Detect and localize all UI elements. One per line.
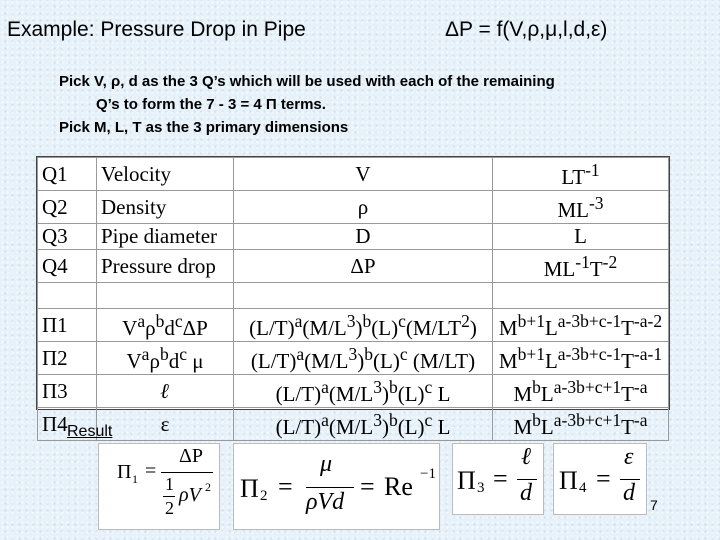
q-dims: L xyxy=(493,224,669,250)
pi2-eq2: = xyxy=(360,472,375,501)
slide-title xyxy=(7,18,608,42)
pi-result: $M^bL^{a-3b+c+1}T^{-a}$ xyxy=(493,408,669,441)
pi1-fraction-bar xyxy=(161,472,213,473)
pi3-eq: = xyxy=(493,464,508,493)
pi2-den: ρVd xyxy=(306,489,345,515)
pi4-formula xyxy=(553,443,647,515)
pi-id: Π4 xyxy=(38,408,97,441)
q-dims: $LT^{-1}$ xyxy=(493,158,669,191)
intro-line-3: Pick M, L, T as the 3 primary dimensions xyxy=(59,119,349,136)
pi1-den-c: ρV xyxy=(179,484,201,506)
q-id: Q1 xyxy=(38,158,97,191)
page-number: 7 xyxy=(650,497,658,513)
pi1-sub: 1 xyxy=(132,472,138,486)
q-dims: $ML^{-1}T^{-2}$ xyxy=(493,250,669,283)
table-row xyxy=(38,375,669,408)
pi-result: $M^{b+1}L^{a-3b+c-1}T^{-a-2}$ xyxy=(493,309,669,342)
pi-group: $V^a\rho^bd^c$ μ xyxy=(97,342,234,375)
pi-result: $M^{b+1}L^{a-3b+c-1}T^{-a-1}$ xyxy=(493,342,669,375)
pi2-re: Re xyxy=(384,472,413,501)
result-label: Result xyxy=(67,423,113,440)
pi-expr: $(L/T)^a(M/L^3)^b(L)^c$ L xyxy=(234,408,493,441)
pi2-lhs: Π xyxy=(240,474,259,503)
pi3-num: ℓ xyxy=(521,444,531,470)
table-row xyxy=(38,224,669,250)
pi-id: Π2 xyxy=(38,342,97,375)
intro-text xyxy=(59,70,555,139)
pi1-formula xyxy=(98,443,220,530)
q-name: Density xyxy=(97,191,234,224)
pi4-num: ε xyxy=(624,444,634,470)
table-row xyxy=(38,158,669,191)
pi3-lhs: Π xyxy=(457,466,476,495)
q-symbol: ΔP xyxy=(234,250,493,283)
pi1-den-exp: 2 xyxy=(205,480,211,494)
table-row xyxy=(38,250,669,283)
pi-group: $V^a\rho^bd^c\Delta P$ xyxy=(97,309,234,342)
q-dims: $ML^{-3}$ xyxy=(493,191,669,224)
pi-expr: $(L/T)^a(M/L^3)^b(L)^c(M/LT^2)$ xyxy=(234,309,493,342)
pi-expr: $(L/T)^a(M/L^3)^b(L)^c$ (M/LT) xyxy=(234,342,493,375)
q-id: Q4 xyxy=(38,250,97,283)
pi2-eq: = xyxy=(278,472,293,501)
pi4-lhs: Π xyxy=(559,466,578,495)
pi4-sub: 4 xyxy=(579,480,587,496)
pi1-eq: = xyxy=(145,460,157,482)
q-symbol: D xyxy=(234,224,493,250)
pi-result: $M^bL^{a-3b+c+1}T^{-a}$ xyxy=(493,375,669,408)
table-row xyxy=(38,342,669,375)
pi2-re-exp: −1 xyxy=(420,466,436,482)
pi1-den-a: 1 xyxy=(165,474,174,494)
q-symbol: ρ xyxy=(234,191,493,224)
pi3-sub: 3 xyxy=(477,480,485,496)
pi1-den-b: 2 xyxy=(165,498,174,518)
pi3-den: d xyxy=(520,480,532,506)
pi-expr: $(L/T)^a(M/L^3)^b(L)^c$ L xyxy=(234,375,493,408)
pi2-sub: 2 xyxy=(260,488,268,504)
intro-line-2: Q’s to form the 7 - 3 = 4 Π terms. xyxy=(96,96,326,113)
q-id: Q3 xyxy=(38,224,97,250)
pi2-fraction-bar xyxy=(306,487,354,488)
intro-line-1: Pick V, ρ, d as the 3 Q’s which will be used with each of the remaining xyxy=(59,73,555,90)
title-equation: ΔP = f(V,ρ,μ,l,d,ε) xyxy=(445,18,608,41)
q-name: Velocity xyxy=(97,158,234,191)
pi4-den: d xyxy=(623,480,635,506)
pi2-num: μ xyxy=(320,451,333,477)
pi4-eq: = xyxy=(596,464,611,493)
q-name: Pressure drop xyxy=(97,250,234,283)
table-row xyxy=(38,309,669,342)
pi2-formula xyxy=(233,443,440,530)
q-symbol: V xyxy=(234,158,493,191)
pi1-half-bar xyxy=(163,496,175,497)
table-row xyxy=(38,408,669,441)
table-row xyxy=(38,191,669,224)
pi3-formula xyxy=(452,443,544,515)
table-row-spacer xyxy=(38,283,669,309)
title-text: Example: Pressure Drop in Pipe xyxy=(7,18,306,41)
pi1-lhs: Π xyxy=(117,461,132,483)
pi1-num: ΔP xyxy=(179,445,203,467)
pi-id: Π3 xyxy=(38,375,97,408)
pi-id: Π1 xyxy=(38,309,97,342)
pi-group: ℓ xyxy=(97,375,234,408)
q-id: Q2 xyxy=(38,191,97,224)
q-name: Pipe diameter xyxy=(97,224,234,250)
pi-group: ε xyxy=(97,408,234,441)
